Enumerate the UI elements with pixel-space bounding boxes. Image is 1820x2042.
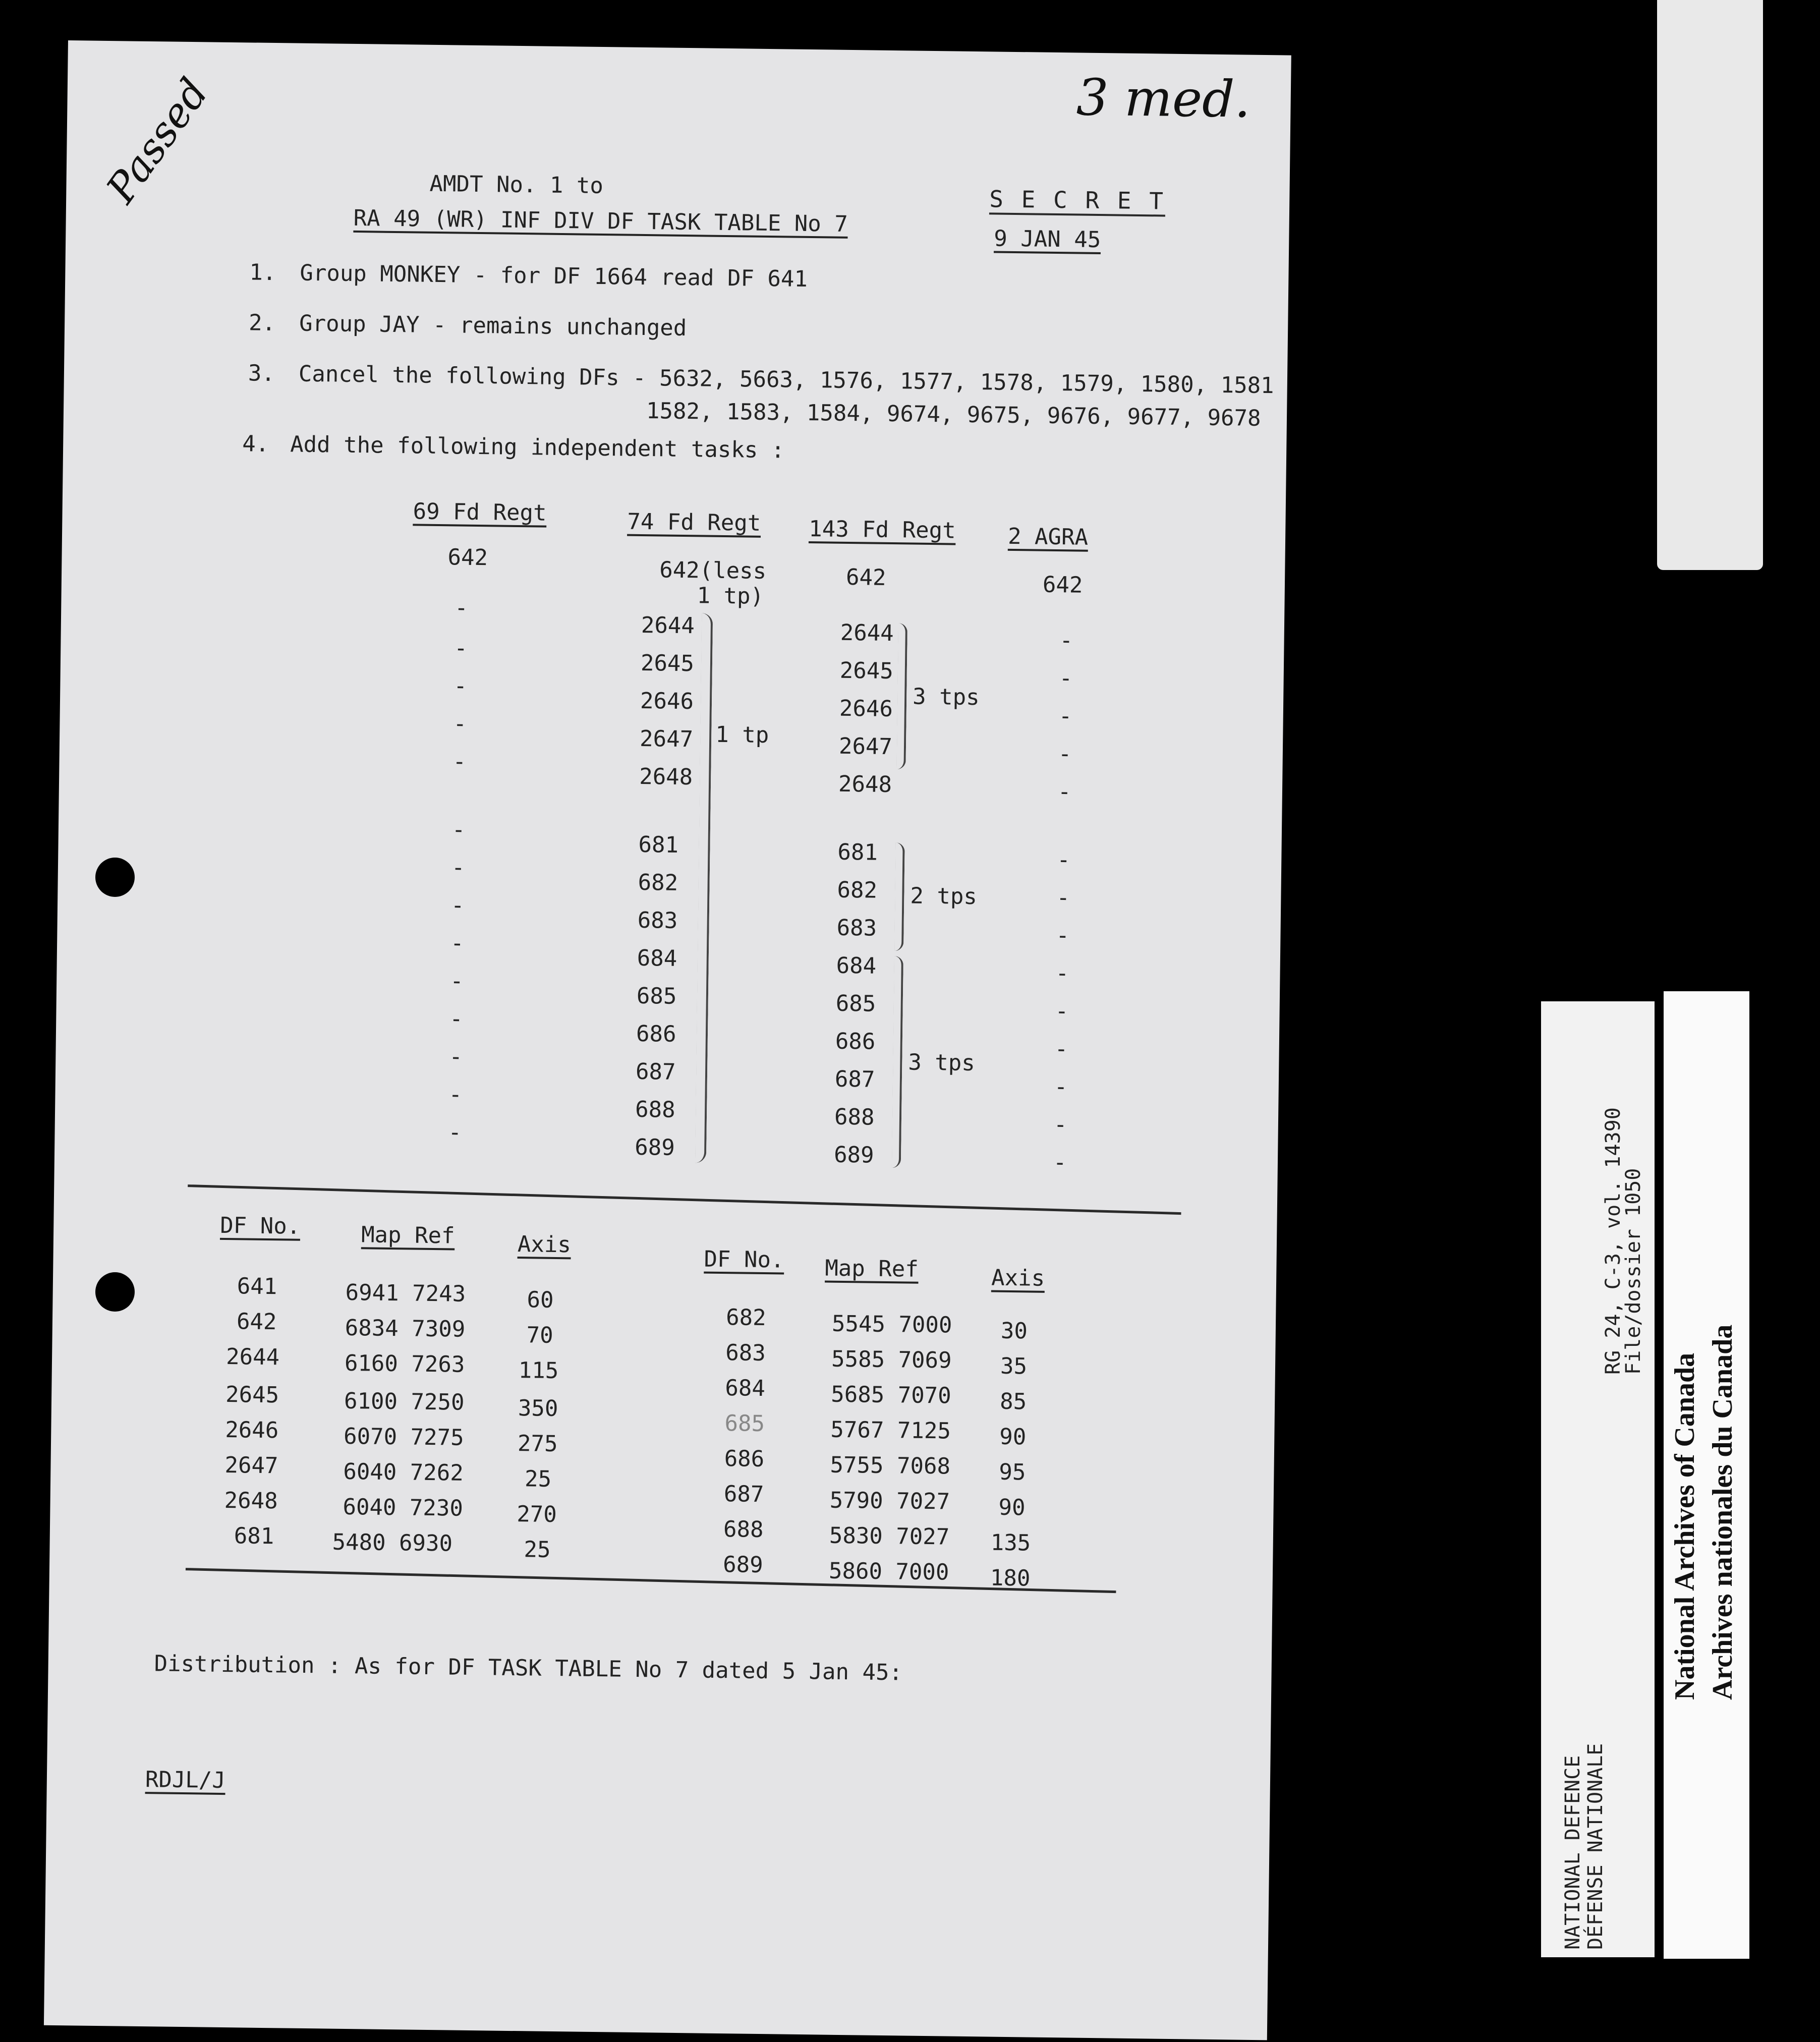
item-text-continued: 1582, 1583, 1584, 9674, 9675, 9676, 9677, 9678 — [646, 398, 1261, 431]
map-ref: 6941 7243 — [345, 1279, 466, 1307]
column-header: Axis — [517, 1231, 572, 1258]
axis-value: 25 — [524, 1537, 551, 1563]
document-page — [44, 40, 1291, 2040]
classification: S E C R E T — [989, 185, 1165, 216]
task-cell: - — [453, 673, 468, 699]
axis-value: 60 — [527, 1287, 554, 1313]
document-date: 9 JAN 45 — [994, 225, 1101, 253]
archive-name-stamp — [1664, 991, 1749, 1959]
item-number: 1. — [249, 259, 276, 286]
map-ref: 5790 7027 — [829, 1487, 950, 1515]
axis-value: 85 — [999, 1388, 1027, 1415]
task-cell: 688 — [834, 1104, 875, 1130]
task-cell-note: 1 tp) — [697, 583, 764, 609]
map-ref: 6040 7230 — [343, 1494, 464, 1521]
axis-value: 95 — [999, 1459, 1026, 1486]
df-number: 687 — [723, 1481, 764, 1508]
frame-number-tab — [1657, 0, 1763, 570]
task-cell: - — [452, 749, 467, 775]
axis-value: 180 — [990, 1565, 1031, 1592]
column-header: DF No. — [220, 1212, 301, 1239]
task-cell: - — [1055, 960, 1069, 987]
task-cell: - — [449, 1006, 464, 1032]
map-ref: 5860 7000 — [828, 1558, 949, 1585]
df-number: 2646 — [225, 1417, 279, 1444]
df-number: 641 — [237, 1273, 277, 1300]
axis-value: 90 — [998, 1494, 1026, 1521]
map-ref: 6834 7309 — [345, 1315, 466, 1342]
task-cell: - — [1058, 741, 1072, 767]
task-note: 1 tp — [715, 721, 769, 749]
task-cell: - — [1053, 1112, 1067, 1138]
task-cell: - — [450, 930, 464, 956]
df-number: 2648 — [224, 1488, 278, 1514]
task-cell: 682 — [638, 869, 678, 896]
task-cell: 2647 — [838, 733, 893, 760]
axis-value: 115 — [518, 1357, 559, 1384]
df-number: 689 — [722, 1552, 763, 1578]
task-cell: 2646 — [640, 688, 694, 715]
map-ref: 5685 7070 — [831, 1381, 952, 1409]
map-ref: 5480 6930 — [332, 1529, 453, 1557]
map-ref: 5585 7069 — [831, 1346, 952, 1374]
task-cell: - — [1056, 923, 1070, 949]
handwritten-initials: Passed — [97, 70, 217, 211]
file-dossier: File/dossier 1050 — [1622, 1168, 1645, 1375]
task-cell: 642 — [845, 564, 886, 591]
column-header: 74 Fd Regt — [627, 508, 761, 536]
archive-name-fr: Archives nationales du Canada — [1707, 1324, 1738, 1700]
bracket — [896, 623, 907, 769]
task-cell: 689 — [634, 1134, 675, 1161]
map-ref: 5545 7000 — [831, 1311, 952, 1338]
punch-hole — [95, 858, 135, 897]
task-cell: - — [448, 1082, 463, 1108]
item-text: Cancel the following DFs - 5632, 5663, 1576, 1577, 1578, 1579, 1580, 1581 — [298, 361, 1274, 399]
df-number: 686 — [724, 1446, 765, 1472]
task-cell: - — [1059, 628, 1073, 654]
task-cell: - — [449, 1044, 463, 1070]
axis-value: 70 — [526, 1322, 554, 1348]
reference-code: RDJL/J — [145, 1767, 226, 1794]
task-cell: 2644 — [641, 612, 695, 639]
task-cell: - — [1059, 665, 1073, 692]
column-header: DF No. — [704, 1246, 784, 1273]
axis-value: 90 — [999, 1424, 1027, 1450]
task-cell: 683 — [836, 915, 877, 941]
map-ref: 6040 7262 — [343, 1458, 464, 1486]
task-cell: 2648 — [838, 771, 892, 798]
axis-value: 275 — [517, 1431, 558, 1457]
df-number: 682 — [725, 1304, 766, 1331]
task-cell: 2645 — [640, 650, 695, 677]
task-cell: 685 — [835, 990, 876, 1017]
column-header: 2 AGRA — [1007, 523, 1089, 550]
task-cell: 687 — [834, 1066, 875, 1093]
punch-hole — [95, 1272, 135, 1312]
handwritten-note: 3 med. — [1076, 68, 1251, 129]
task-cell: - — [1056, 885, 1070, 911]
task-cell: 686 — [835, 1028, 876, 1055]
column-header: Map Ref — [361, 1222, 455, 1249]
task-cell: 686 — [636, 1020, 676, 1047]
task-cell: 687 — [635, 1058, 676, 1085]
axis-value: 35 — [1000, 1353, 1028, 1380]
bracket — [894, 842, 905, 951]
task-cell: 689 — [833, 1142, 874, 1168]
column-header: Axis — [991, 1265, 1045, 1291]
task-cell: - — [451, 817, 466, 843]
map-ref: 5755 7068 — [830, 1452, 951, 1480]
task-cell: - — [1056, 847, 1071, 873]
task-cell: 2647 — [639, 725, 694, 753]
distribution-note: Distribution : As for DF TASK TABLE No 7 dated 5 Jan 45: — [154, 1651, 903, 1686]
axis-value: 135 — [990, 1529, 1031, 1556]
axis-value: 350 — [518, 1395, 558, 1422]
df-number: 2647 — [224, 1452, 278, 1479]
axis-value: 270 — [517, 1501, 557, 1528]
divider-line — [186, 1568, 1116, 1593]
task-note: 3 tps — [908, 1049, 976, 1076]
bracket — [695, 613, 713, 1163]
task-cell: - — [1057, 779, 1071, 805]
task-cell: - — [448, 1119, 462, 1146]
archive-source-stamp — [1541, 1001, 1655, 1957]
task-cell: - — [1053, 1150, 1067, 1176]
df-number: 642 — [236, 1309, 277, 1335]
task-cell: - — [451, 855, 465, 881]
task-cell: 2644 — [840, 619, 894, 647]
task-cell: 2648 — [639, 763, 693, 790]
task-note: 2 tps — [910, 883, 978, 910]
task-cell: 684 — [637, 945, 677, 972]
task-cell: - — [450, 892, 465, 919]
task-cell: - — [449, 968, 464, 994]
map-ref: 6100 7250 — [344, 1388, 465, 1415]
df-number: 2645 — [225, 1382, 279, 1408]
task-cell: 688 — [635, 1096, 675, 1123]
department-name: NATIONAL DEFENCE — [1561, 1755, 1584, 1950]
task-cell: 642(less — [659, 557, 767, 584]
task-cell: - — [453, 711, 467, 737]
task-cell: - — [1054, 1074, 1068, 1100]
record-group: RG 24, C-3, vol. 14390 — [1602, 1107, 1625, 1375]
df-number: 684 — [725, 1375, 766, 1402]
item-number: 2. — [248, 310, 276, 336]
df-number: 683 — [725, 1340, 766, 1367]
task-cell: 681 — [638, 831, 679, 858]
archive-name: National Archives of Canada — [1669, 1352, 1700, 1700]
task-cell: - — [1055, 998, 1069, 1025]
item-text: Group MONKEY - for DF 1664 read DF 641 — [300, 260, 808, 292]
map-ref: 5830 7027 — [829, 1522, 950, 1550]
bracket — [892, 956, 903, 1168]
axis-value: 30 — [1000, 1318, 1028, 1344]
column-header: Map Ref — [825, 1255, 919, 1282]
map-ref: 6070 7275 — [343, 1423, 464, 1451]
task-cell: 2646 — [839, 695, 893, 722]
df-number: 681 — [234, 1523, 274, 1550]
column-header: 143 Fd Regt — [808, 516, 956, 544]
map-ref: 5767 7125 — [830, 1416, 951, 1444]
task-table-title: RA 49 (WR) INF DIV DF TASK TABLE No 7 — [353, 205, 848, 237]
task-cell: - — [454, 635, 468, 661]
axis-value: 25 — [524, 1466, 552, 1492]
divider-line — [188, 1184, 1181, 1215]
item-text: Add the following independent tasks : — [290, 431, 785, 464]
df-number: 688 — [723, 1516, 764, 1543]
item-number: 3. — [248, 360, 275, 387]
task-cell: - — [1054, 1036, 1068, 1062]
map-ref: 6160 7263 — [344, 1350, 465, 1378]
task-cell: 685 — [636, 983, 677, 1009]
task-cell: 2645 — [839, 657, 894, 685]
task-cell: - — [454, 595, 469, 621]
task-cell: 683 — [637, 907, 678, 934]
task-cell: 684 — [836, 952, 877, 979]
task-cell: 682 — [837, 877, 878, 903]
df-number: 685 — [724, 1410, 765, 1437]
task-cell: - — [1058, 703, 1072, 729]
department-name-fr: DÉFENSE NATIONALE — [1584, 1743, 1607, 1950]
task-cell: 642 — [1042, 572, 1083, 598]
task-cell: 642 — [447, 544, 488, 571]
item-text: Group JAY - remains unchanged — [299, 310, 687, 342]
item-number: 4. — [242, 431, 269, 457]
task-note: 3 tps — [912, 684, 980, 711]
amendment-title: AMDT No. 1 to — [429, 171, 604, 199]
column-header: 69 Fd Regt — [413, 498, 547, 526]
df-number: 2644 — [225, 1344, 280, 1371]
task-cell: 681 — [837, 839, 878, 866]
